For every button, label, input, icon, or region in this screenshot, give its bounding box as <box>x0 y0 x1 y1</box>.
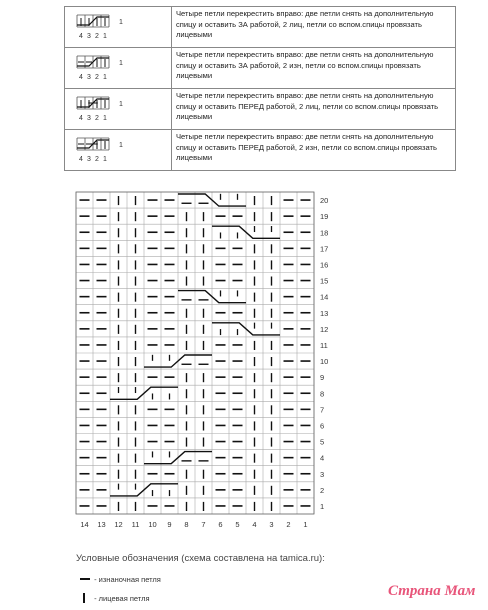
watermark: Страна Мам <box>388 583 476 599</box>
column-number: 2 <box>286 520 291 529</box>
legend-description: Четыре петли перекрестить вправо: две петли снять на дополнительную спицу и оставить ЗА работой, 2 изн, петли со вспом.спицы провязать лицевыми <box>172 48 456 89</box>
column-number: 9 <box>167 520 172 529</box>
column-number: 12 <box>114 520 123 529</box>
legend-symbol-cell <box>65 89 172 130</box>
symbol-row-number: 1 <box>119 19 123 26</box>
row-number: 2 <box>320 485 325 495</box>
symbol-col-number: 2 <box>95 115 99 122</box>
key-title: Условные обозначения (схема составлена на tamica.ru): <box>76 553 325 564</box>
column-number: 4 <box>252 520 257 529</box>
symbol-col-number: 1 <box>103 115 107 122</box>
row-number: 9 <box>320 373 325 383</box>
row-number: 12 <box>320 324 329 334</box>
row-number: 8 <box>320 389 325 399</box>
symbol-row-number: 1 <box>119 142 123 149</box>
legend-description: Четыре петли перекрестить вправо: две петли снять на дополнительную спицу и оставить ПЕРЕД работой, 2 лиц, петли со вспом.спицы провязать лицевыми <box>172 89 456 130</box>
symbol-col-number: 2 <box>95 156 99 163</box>
column-number: 13 <box>97 520 106 529</box>
row-number: 19 <box>320 212 329 222</box>
row-number: 20 <box>320 196 329 206</box>
key-knit-label: - лицевая петля <box>94 593 150 603</box>
legend-description: Четыре петли перекрестить вправо: две петли снять на дополнительную спицу и оставить ПЕРЕД работой, 2 изн, петли со вспом.спицы провязать лицевыми <box>172 130 456 171</box>
symbol-row-number: 1 <box>119 60 123 67</box>
legend-row <box>65 130 456 171</box>
column-number: 5 <box>235 520 240 529</box>
symbol-row-number: 1 <box>119 101 123 108</box>
column-number: 8 <box>184 520 189 529</box>
knit-symbol-icon <box>78 592 92 606</box>
symbol-col-number: 4 <box>79 156 83 163</box>
cable-symbol-icon <box>65 48 171 88</box>
legend-symbol-cell <box>65 130 172 171</box>
row-number: 13 <box>320 308 329 318</box>
row-number: 5 <box>320 437 325 447</box>
row-number: 17 <box>320 244 329 254</box>
legend-row <box>65 48 456 89</box>
symbol-col-number: 4 <box>79 33 83 40</box>
symbol-col-number: 3 <box>87 156 91 163</box>
row-number: 1 <box>320 501 325 511</box>
row-number: 3 <box>320 469 325 479</box>
symbol-col-number: 1 <box>103 156 107 163</box>
symbol-col-number: 3 <box>87 33 91 40</box>
symbol-col-number: 4 <box>79 115 83 122</box>
symbol-col-number: 3 <box>87 115 91 122</box>
cable-legend-table <box>64 6 456 171</box>
row-number: 6 <box>320 421 325 431</box>
row-number: 15 <box>320 276 329 286</box>
column-number: 14 <box>80 520 89 529</box>
row-number: 18 <box>320 228 329 238</box>
row-number: 4 <box>320 453 325 463</box>
cable-symbol-icon <box>65 7 171 47</box>
purl-symbol-icon <box>78 575 92 585</box>
symbol-col-number: 2 <box>95 33 99 40</box>
symbol-col-number: 4 <box>79 74 83 81</box>
symbol-col-number: 3 <box>87 74 91 81</box>
cable-symbol-icon <box>65 130 171 170</box>
column-number: 6 <box>218 520 223 529</box>
key-purl-label: - изнаночная петля <box>94 575 161 584</box>
row-number: 14 <box>320 292 329 302</box>
row-number: 10 <box>320 357 329 367</box>
column-number: 3 <box>269 520 274 529</box>
symbol-col-number: 1 <box>103 74 107 81</box>
column-number: 7 <box>201 520 206 529</box>
legend-row <box>65 89 456 130</box>
cable-symbol-icon <box>65 89 171 129</box>
symbol-col-number: 1 <box>103 33 107 40</box>
row-number: 16 <box>320 260 329 270</box>
row-number: 7 <box>320 405 325 415</box>
key-purl <box>78 575 161 585</box>
row-number: 11 <box>320 340 328 350</box>
column-number: 10 <box>148 520 157 529</box>
column-number: 1 <box>303 520 308 529</box>
legend-symbol-cell <box>65 48 172 89</box>
column-number: 11 <box>131 520 140 529</box>
legend-symbol-cell <box>65 7 172 48</box>
legend-row <box>65 7 456 48</box>
symbol-col-number: 2 <box>95 74 99 81</box>
key-knit <box>78 592 150 606</box>
knitting-chart <box>0 186 488 548</box>
legend-description: Четыре петли перекрестить вправо: две петли снять на дополнительную спицу и оставить ЗА работой, 2 лиц, петли со вспом.спицы провязать лицевыми <box>172 7 456 48</box>
